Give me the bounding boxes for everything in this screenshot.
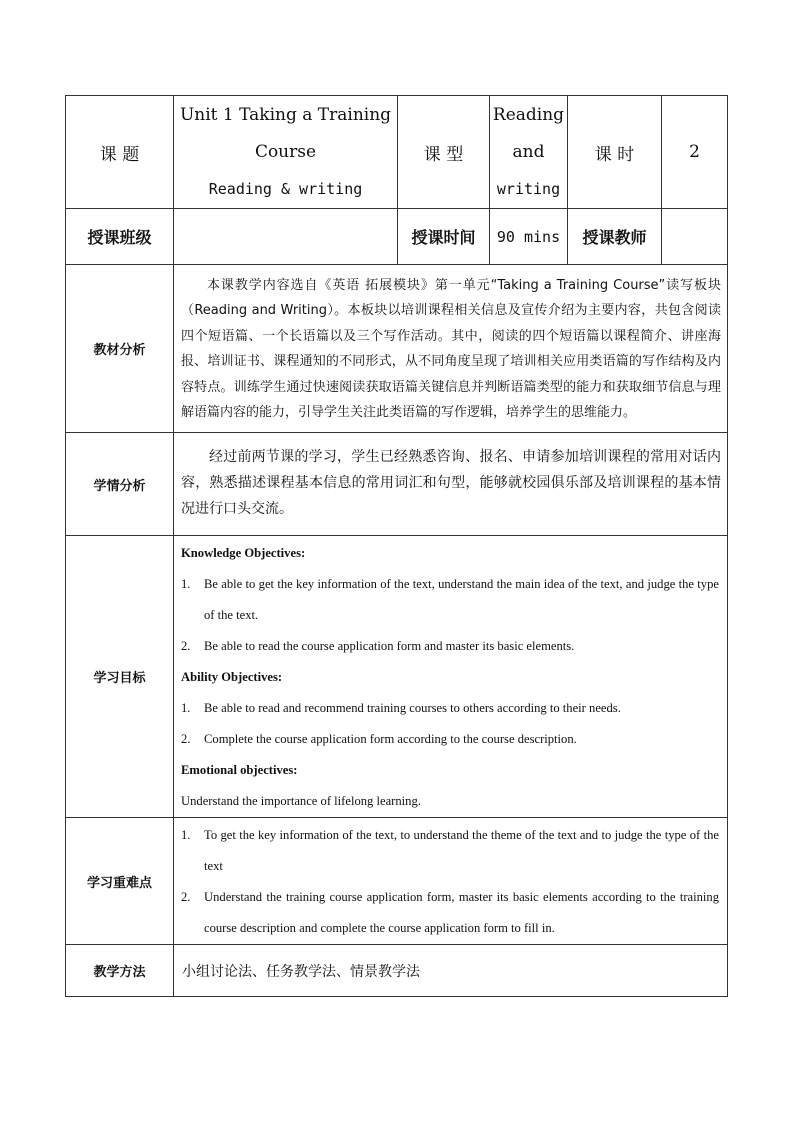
- material-label-cell: [66, 265, 174, 433]
- item-text: Be able to get the key information of the text, understand the main idea of the text, and judge the type of the text.: [204, 577, 719, 622]
- learner-text: 经过前两节课的学习，学生已经熟悉咨询、报名、申请参加培训课程的常用对话内容，熟悉描述课程基本信息的常用词汇和句型，能够就校园俱乐部及培训课程的基本情况进行口头交流。: [181, 449, 721, 517]
- methods-text-cell: [174, 945, 728, 997]
- time-value: 90 mins: [496, 227, 561, 246]
- learner-analysis-row: [66, 433, 728, 536]
- item-text: Be able to read and recommend training courses to others according to their needs.: [204, 701, 621, 715]
- keypoints-row: [66, 818, 728, 945]
- topic-value-cell: [174, 96, 398, 209]
- keypoints-text-cell: [174, 818, 728, 945]
- learner-text-cell: [174, 433, 728, 536]
- type-line-3: writing: [496, 179, 561, 198]
- item-number: 1.: [181, 828, 191, 842]
- keypoint-item: [181, 882, 719, 944]
- learner-label: 学情分析: [93, 478, 146, 494]
- type-value-cell: [490, 96, 568, 209]
- learner-label-cell: [66, 433, 174, 536]
- item-text: Understand the training course application form, master its basic elements according to the training course description and complete the course application form to fill in.: [204, 890, 719, 935]
- header-row: [66, 96, 728, 209]
- methods-label-cell: [66, 945, 174, 997]
- methods-text: 小组讨论法、任务教学法、情景教学法: [182, 963, 420, 980]
- item-number: 2.: [181, 732, 191, 746]
- time-label: 授课时间: [411, 228, 476, 247]
- material-analysis-row: [66, 265, 728, 433]
- topic-label-cell: [66, 96, 174, 209]
- ability-item: [181, 724, 719, 755]
- item-number: 2.: [181, 890, 191, 904]
- topic-line-2: Course: [254, 141, 317, 162]
- class-label-cell: [66, 209, 174, 265]
- knowledge-item: [181, 569, 719, 631]
- material-text-cell: [174, 265, 728, 433]
- type-label-cell: [398, 96, 490, 209]
- type-label: 课 型: [423, 144, 464, 165]
- teacher-label: 授课教师: [582, 228, 647, 247]
- type-line-1: Reading: [492, 104, 565, 125]
- time-label-cell: [398, 209, 490, 265]
- methods-label: 教学方法: [93, 965, 146, 980]
- keypoints-label-cell: [66, 818, 174, 945]
- topic-line-3: Reading & writing: [208, 179, 363, 198]
- keypoint-item: [181, 820, 719, 882]
- item-text: Be able to read the course application form and master its basic elements.: [204, 639, 575, 653]
- ability-heading: Ability Objectives:: [181, 670, 283, 684]
- objectives-label: 学习目标: [93, 671, 146, 686]
- teacher-label-cell: [568, 209, 662, 265]
- material-text: 本课教学内容选自《英语 拓展模块》第一单元“Taking a Training Course”读写板块（Reading and Writing）。本板块以培训课程相关信息及宣传介绍为主要内容，共包含阅读四个短语篇、一个长语篇以及三个写作活动。其中，阅读的四个短语篇以课程简介、讲座海报、培训证书、课程通知的不同形式，从不同角度呈现了培训相关应用类语篇的写作结构及内容特点。训练学生通过快速阅读获取语篇关键信息并判断语篇类型的能力和获取细节信息与理解语篇内容的能力，引导学生关注此类语篇的写作逻辑，培养学生的思维能力。: [181, 277, 721, 420]
- emotional-heading: Emotional objectives:: [181, 763, 298, 777]
- objectives-row: [66, 536, 728, 818]
- emotional-text: Understand the importance of lifelong learning.: [181, 794, 421, 808]
- item-text: To get the key information of the text, to understand the theme of the text and to judge the type of the text: [204, 828, 719, 873]
- lesson-plan-table: [65, 95, 728, 997]
- hours-value-cell: [662, 96, 728, 209]
- teacher-value-cell: [662, 209, 728, 265]
- objectives-text-cell: [174, 536, 728, 818]
- item-text: Complete the course application form according to the course description.: [204, 732, 577, 746]
- item-number: 1.: [181, 701, 191, 715]
- ability-item: [181, 693, 719, 724]
- item-number: 1.: [181, 577, 191, 591]
- objectives-label-cell: [66, 536, 174, 818]
- class-label: 授课班级: [87, 228, 152, 247]
- topic-line-1: Unit 1 Taking a Training: [179, 104, 392, 125]
- hours-value: 2: [689, 141, 700, 162]
- time-value-cell: [490, 209, 568, 265]
- topic-label: 课 题: [99, 144, 140, 165]
- material-label: 教材分析: [93, 343, 146, 358]
- class-info-row: [66, 209, 728, 265]
- type-line-2: and: [512, 141, 545, 162]
- item-number: 2.: [181, 639, 191, 653]
- hours-label-cell: [568, 96, 662, 209]
- keypoints-label: 学习重难点: [86, 875, 152, 891]
- knowledge-heading: Knowledge Objectives:: [181, 546, 306, 560]
- class-value-cell: [174, 209, 398, 265]
- knowledge-item: [181, 631, 719, 662]
- hours-label: 课 时: [594, 144, 635, 165]
- methods-row: [66, 945, 728, 997]
